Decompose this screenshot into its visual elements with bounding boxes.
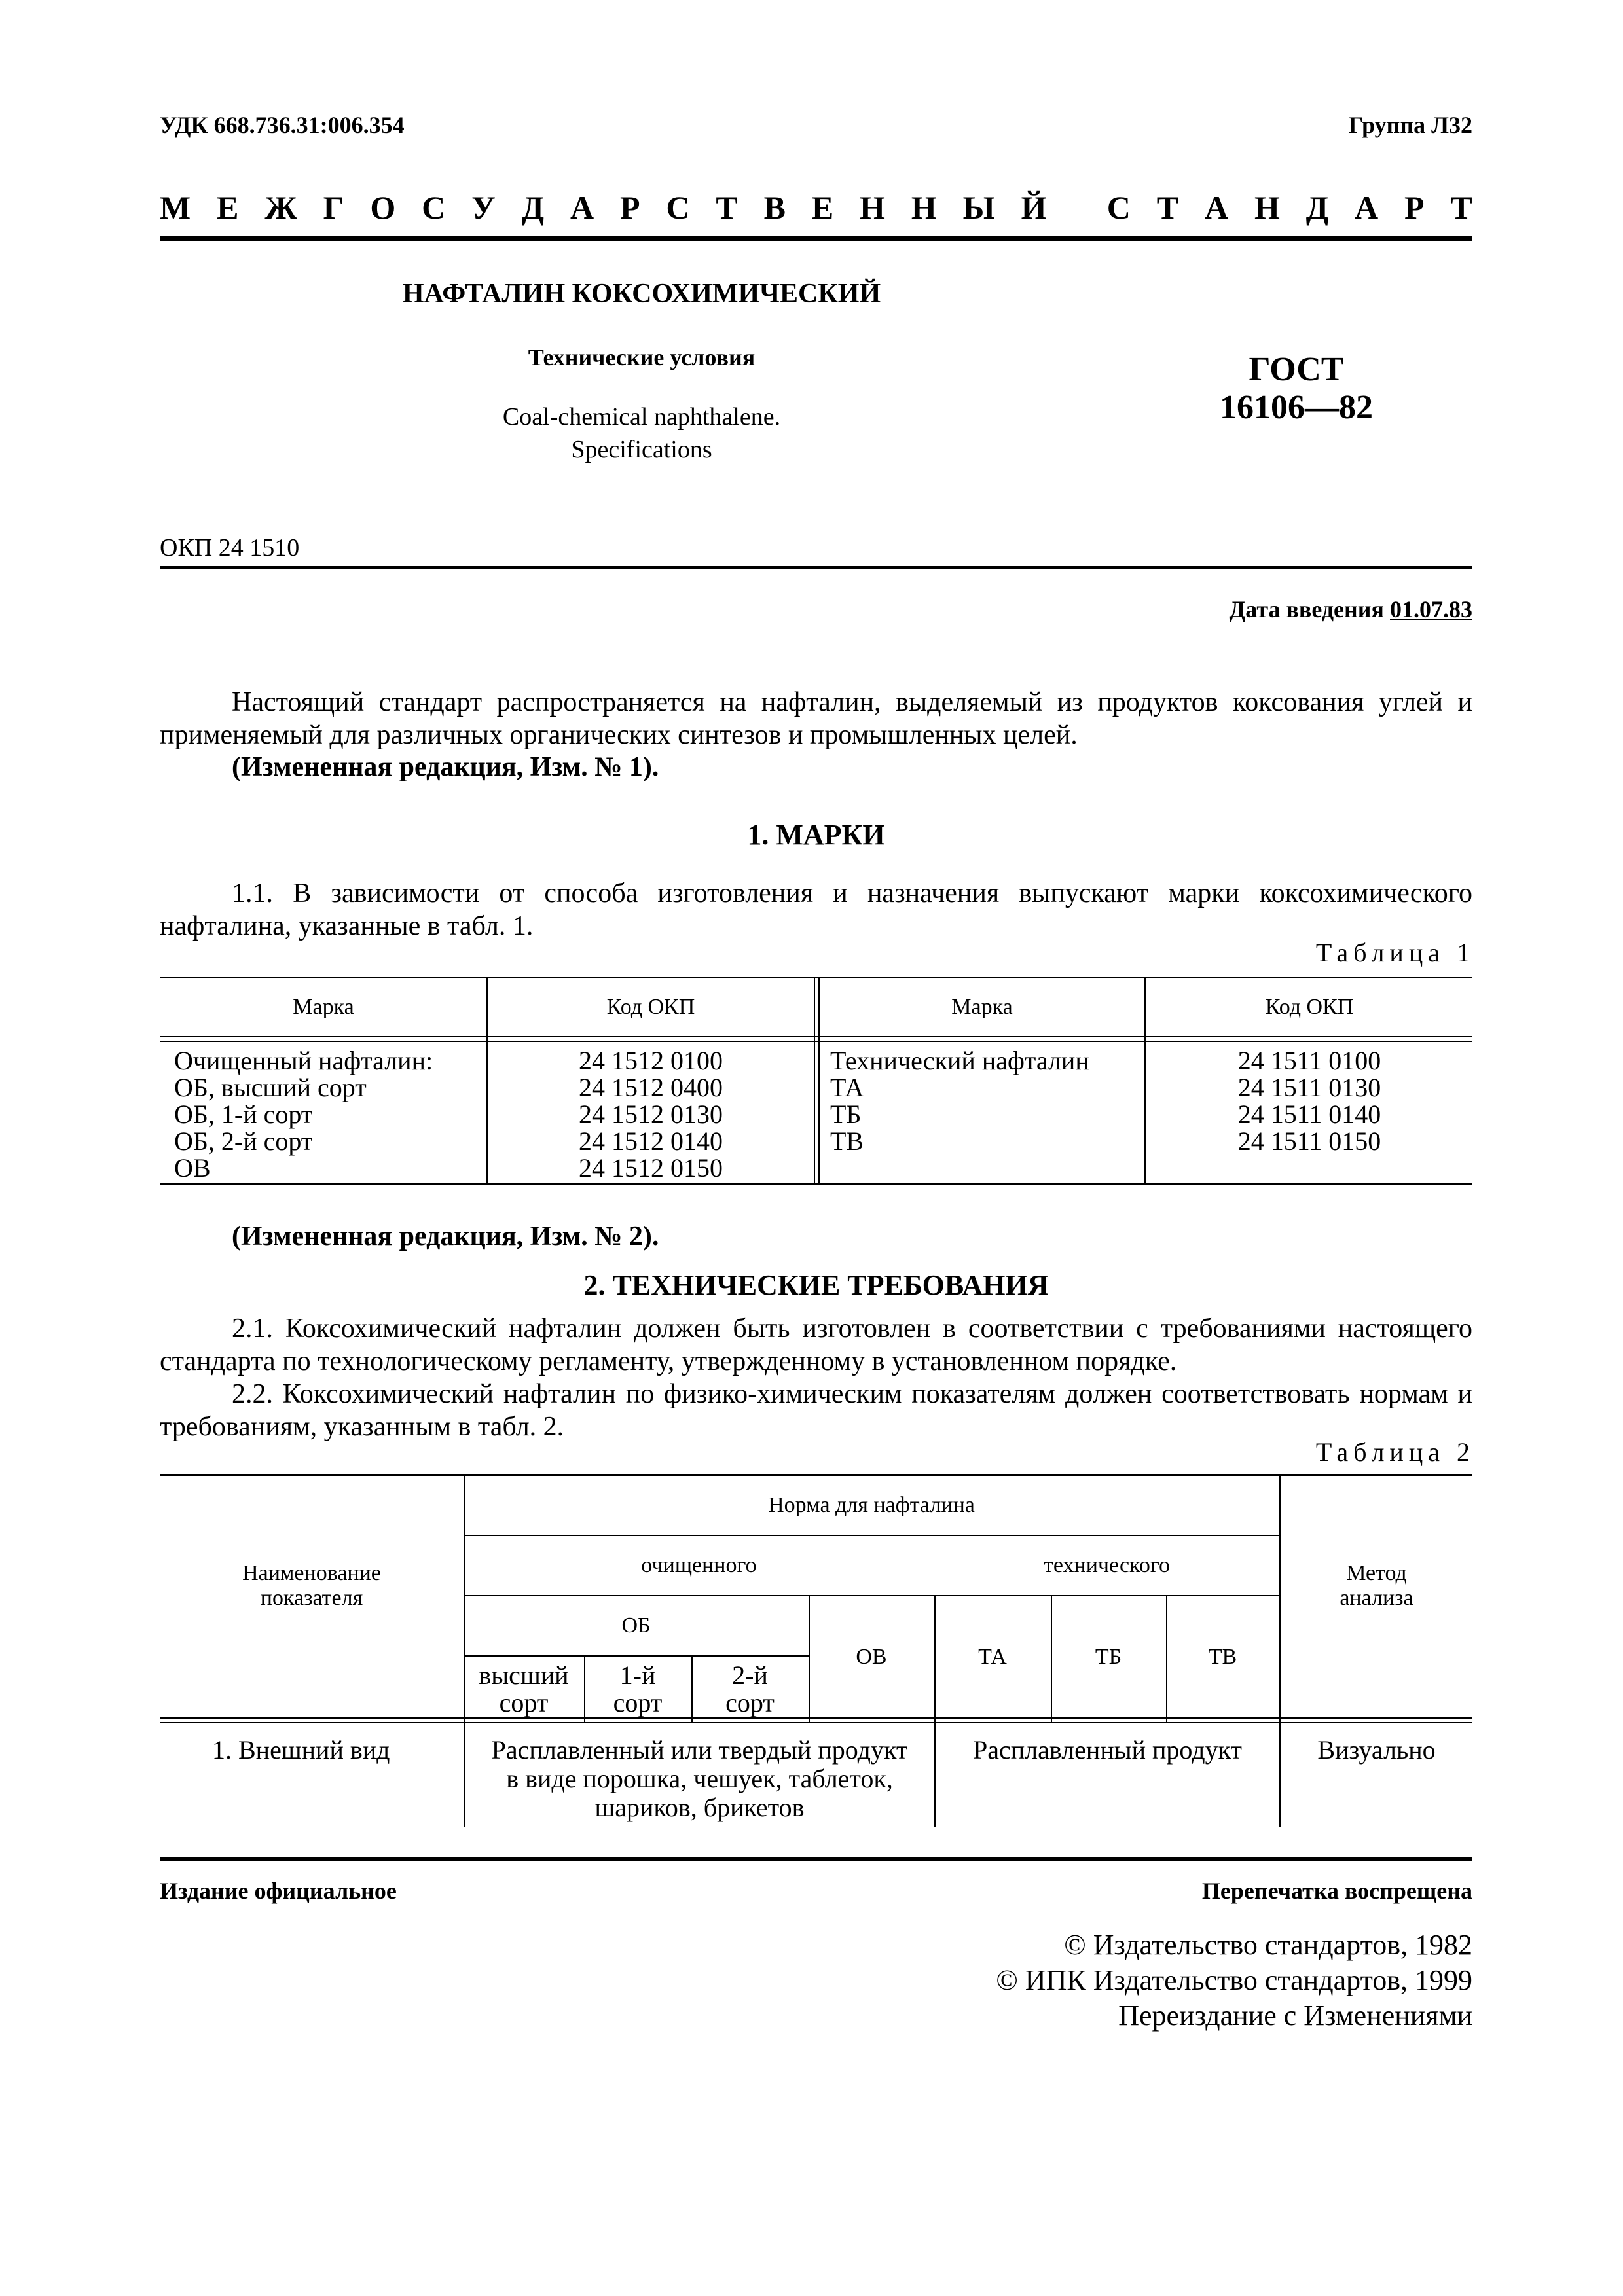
banner-letter: Ж: [264, 189, 297, 226]
t2-purified: очищенного: [641, 1553, 757, 1577]
banner-letter: А: [570, 189, 594, 226]
table1-header-rule-b: [160, 1041, 1472, 1042]
banner-letter: Г: [323, 189, 344, 226]
table1-header-rule-a: [160, 1036, 1472, 1037]
reissue-note: Переиздание с Изменениями: [1118, 2000, 1472, 2032]
table1-cell: ОБ, 1-й сорт: [174, 1100, 313, 1129]
table1-cell: Технический нафталин: [830, 1046, 1089, 1075]
banner-letter: У: [471, 189, 496, 226]
reprint-prohibited: Перепечатка воспрещена: [1201, 1878, 1472, 1904]
table1-cell: 24 1511 0100: [1237, 1046, 1381, 1075]
table1-bottom-border: [160, 1183, 1472, 1185]
banner-letter: Ы: [962, 189, 995, 226]
t2-row1-purified-l2: в виде порошка, чешуек, таблеток,: [506, 1764, 893, 1793]
section1-heading: 1. МАРКИ: [747, 819, 885, 851]
okp-rule: [160, 566, 1472, 569]
banner-letter: С: [1106, 189, 1131, 226]
gost-number: 16106—82: [1220, 389, 1373, 426]
footer-rule: [160, 1857, 1472, 1861]
banner-letter: Н: [911, 189, 937, 226]
table1-cell: 24 1511 0150: [1237, 1126, 1381, 1156]
table1-header-mark-left: Марка: [293, 995, 354, 1019]
table1-left-marks: [174, 1047, 433, 1181]
t2-header-rule-a: [160, 1717, 1472, 1719]
banner-letter: Р: [619, 189, 640, 226]
intro-paragraph: Настоящий стандарт распространяется на нафталин, выделяемый из продуктов коксования углей и применяемый для различных органических синтезов и промышленных целей.: [160, 687, 1472, 750]
t2-s1-l2: сорт: [499, 1688, 549, 1717]
english-title-line1: Coal-chemical naphthalene.: [502, 403, 781, 431]
t2-row1-name: 1. Внешний вид: [212, 1735, 390, 1765]
t2-method-l1: Метод: [1346, 1561, 1407, 1585]
table2-label: Таблица 2: [1315, 1437, 1475, 1467]
table1-header-code-left: Код ОКП: [606, 995, 695, 1019]
table1-cell: 24 1512 0150: [579, 1153, 723, 1183]
interstate-standard-banner: [160, 188, 1472, 226]
banner-letter: Т: [1156, 189, 1179, 226]
udk-code: УДК 668.736.31:006.354: [160, 112, 405, 138]
table1-cell: ТВ: [830, 1126, 864, 1156]
t2-s2-l1: 1-й: [619, 1660, 656, 1690]
banner-letter: А: [1204, 189, 1229, 226]
table1-header-code-right: Код ОКП: [1265, 995, 1354, 1019]
table1-cell: 24 1512 0400: [579, 1073, 723, 1102]
banner-letter: А: [1355, 189, 1379, 226]
t2-col-name-l2: показателя: [260, 1586, 363, 1610]
banner-letter: Й: [1021, 189, 1047, 226]
table1-label: Таблица 1: [1315, 938, 1475, 967]
banner-letter: М: [160, 189, 191, 226]
banner-letter: Т: [716, 189, 738, 226]
t2-rule-ob: [464, 1655, 809, 1657]
section2-paragraph-2: 2.2. Коксохимический нафталин по физико-химическим показателям должен соответствовать нормам и требованиям, указанным в табл. 2.: [160, 1379, 1472, 1442]
section1-paragraph: 1.1. В зависимости от способа изготовления и назначения выпускают марки коксохимического нафталина, указанные в табл. 1.: [160, 878, 1472, 941]
t2-row1-technical: Расплавленный продукт: [972, 1735, 1243, 1765]
t2-top-border: [160, 1474, 1472, 1476]
group-code: Группа Л32: [1348, 112, 1472, 138]
banner-letter: Н: [1254, 189, 1280, 226]
t2-s2-l2: сорт: [613, 1688, 663, 1717]
document-title: НАФТАЛИН КОКСОХИМИЧЕСКИЙ: [402, 279, 881, 309]
table1-col-divider-2b: [818, 977, 820, 1185]
t2-row1-purified-l1: Расплавленный или твердый продукт: [491, 1735, 908, 1765]
table1-cell: 24 1511 0130: [1237, 1073, 1381, 1102]
t2-method-l2: анализа: [1340, 1586, 1413, 1610]
t2-s3-l2: сорт: [725, 1688, 775, 1717]
table1-right-codes: [1146, 1047, 1473, 1155]
table1-header-mark-right: Марка: [951, 995, 1013, 1019]
t2-col-method-divider: [1279, 1474, 1281, 1827]
table1-right-marks: [830, 1047, 1089, 1155]
table1-cell: 24 1512 0140: [579, 1126, 723, 1156]
section2-paragraph-1: 2.1. Коксохимический нафталин должен быть изготовлен в соответствии с требованиями настоящего стандарта по технологическому регламенту, утвержденному в установленном порядке.: [160, 1314, 1472, 1376]
intro-date: [1230, 596, 1473, 623]
table1-cell: 24 1511 0140: [1237, 1100, 1381, 1129]
table1-cell: ОБ, высший сорт: [174, 1073, 367, 1102]
banner-letter: Н: [860, 189, 885, 226]
t2-ta: ТА: [978, 1645, 1007, 1669]
table1-cell: 24 1512 0130: [579, 1100, 723, 1129]
banner-letter: Е: [811, 189, 834, 226]
copyright-1982: © Издательство стандартов, 1982: [1064, 1929, 1472, 1961]
t2-tb: ТБ: [1095, 1645, 1122, 1669]
t2-s1-l1: высший: [479, 1660, 569, 1690]
t2-rule-groups: [464, 1595, 1279, 1596]
banner-letter: [1072, 188, 1081, 226]
table1-cell: 24 1512 0100: [579, 1046, 723, 1075]
header-rule: [160, 236, 1472, 241]
intro-date-label: Дата введения: [1229, 596, 1390, 622]
official-edition: Издание официальное: [160, 1878, 397, 1904]
table1-cell: ОВ: [174, 1153, 211, 1183]
intro-date-value: 01.07.83: [1390, 596, 1472, 622]
gost-label: ГОСТ: [1249, 351, 1344, 388]
copyright-1999: © ИПК Издательство стандартов, 1999: [996, 1964, 1472, 1996]
table1-cell: ТА: [830, 1073, 864, 1102]
intro-edit-note: (Измененная редакция, Изм. № 1).: [232, 752, 659, 782]
banner-letter: Д: [1305, 189, 1329, 226]
t2-header-rule-b: [160, 1722, 1472, 1723]
t2-ov: ОВ: [856, 1645, 887, 1669]
t2-rule-norm: [464, 1535, 1279, 1536]
t2-row1-purified-l3: шариков, брикетов: [594, 1793, 805, 1822]
table1-cell: ТБ: [830, 1100, 862, 1129]
section1-edit-note: (Измененная редакция, Изм. № 2).: [232, 1221, 659, 1251]
banner-letter: Т: [1450, 189, 1472, 226]
t2-row1-method: Визуально: [1317, 1735, 1436, 1765]
t2-col-purified-technical: [934, 1595, 936, 1827]
table1-cell: ОБ, 2-й сорт: [174, 1126, 313, 1156]
t2-technical: технического: [1044, 1553, 1170, 1577]
document-subtitle: Технические условия: [528, 344, 756, 370]
banner-letter: Р: [1404, 189, 1425, 226]
banner-letter: О: [370, 189, 396, 226]
t2-s3-l1: 2-й: [732, 1660, 768, 1690]
banner-letter: В: [763, 189, 786, 226]
okp-code: ОКП 24 1510: [160, 534, 300, 562]
banner-letter: С: [666, 189, 690, 226]
section2-heading: 2. ТЕХНИЧЕСКИЕ ТРЕБОВАНИЯ: [583, 1269, 1049, 1301]
t2-col-name-l1: Наименование: [242, 1561, 381, 1585]
table2: [160, 1474, 1472, 1827]
table1-top-border: [160, 977, 1472, 978]
banner-letter: С: [422, 189, 446, 226]
banner-letter: Е: [217, 189, 239, 226]
english-title-line2: Specifications: [571, 436, 712, 463]
t2-ob: ОБ: [621, 1613, 651, 1638]
t2-tv: ТВ: [1208, 1645, 1237, 1669]
t2-norm: Норма для нафталина: [768, 1493, 975, 1517]
table1-cell: Очищенный нафталин:: [174, 1046, 433, 1075]
table1-left-codes: [487, 1047, 814, 1181]
banner-letter: Д: [521, 189, 545, 226]
